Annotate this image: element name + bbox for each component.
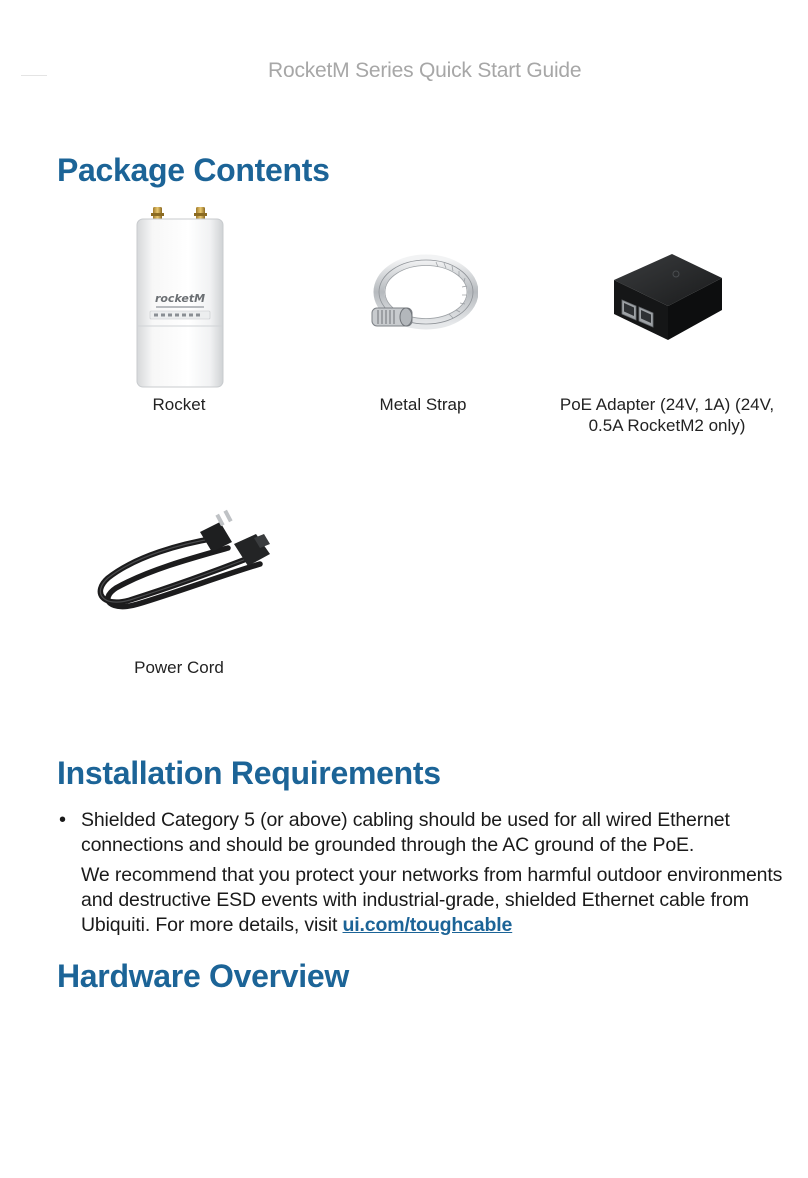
hardware-overview-heading: Hardware Overview (57, 958, 349, 994)
svg-text:rocketM: rocketM (154, 292, 206, 305)
cabling-requirement: Shielded Category 5 (or above) cabling should be used for all wired Ethernet connections and should be grounded through the AC ground of the PoE. (81, 809, 730, 856)
rocket-radio-icon (130, 205, 230, 391)
header-rule (21, 75, 47, 76)
recommendation-paragraph (81, 863, 797, 938)
metal-strap-caption: Metal Strap (379, 395, 467, 414)
rocket-caption: Rocket (152, 395, 206, 414)
bullet-point: • (59, 809, 67, 831)
installation-requirements-list (57, 808, 797, 938)
power-cord-icon (88, 508, 276, 614)
guide-title: RocketM Series Quick Start Guide (268, 59, 582, 82)
package-contents-heading: Package Contents (57, 152, 330, 188)
poe-adapter-icon (606, 250, 728, 350)
metal-strap-icon (366, 252, 478, 338)
poe-adapter-caption: PoE Adapter (24V, 1A) (24V, 0.5A RocketM2 only) (559, 395, 775, 435)
recommendation-text: We recommend that you protect your networks from harmful outdoor environments and destructive ESD events with industrial-grade, shielded Ethernet cable from Ubiquiti. For more details, visit (81, 864, 783, 936)
toughcable-link[interactable]: ui.com/toughcable (342, 914, 513, 936)
power-cord-caption: Power Cord (134, 658, 224, 677)
installation-heading: Installation Requirements (57, 755, 441, 791)
